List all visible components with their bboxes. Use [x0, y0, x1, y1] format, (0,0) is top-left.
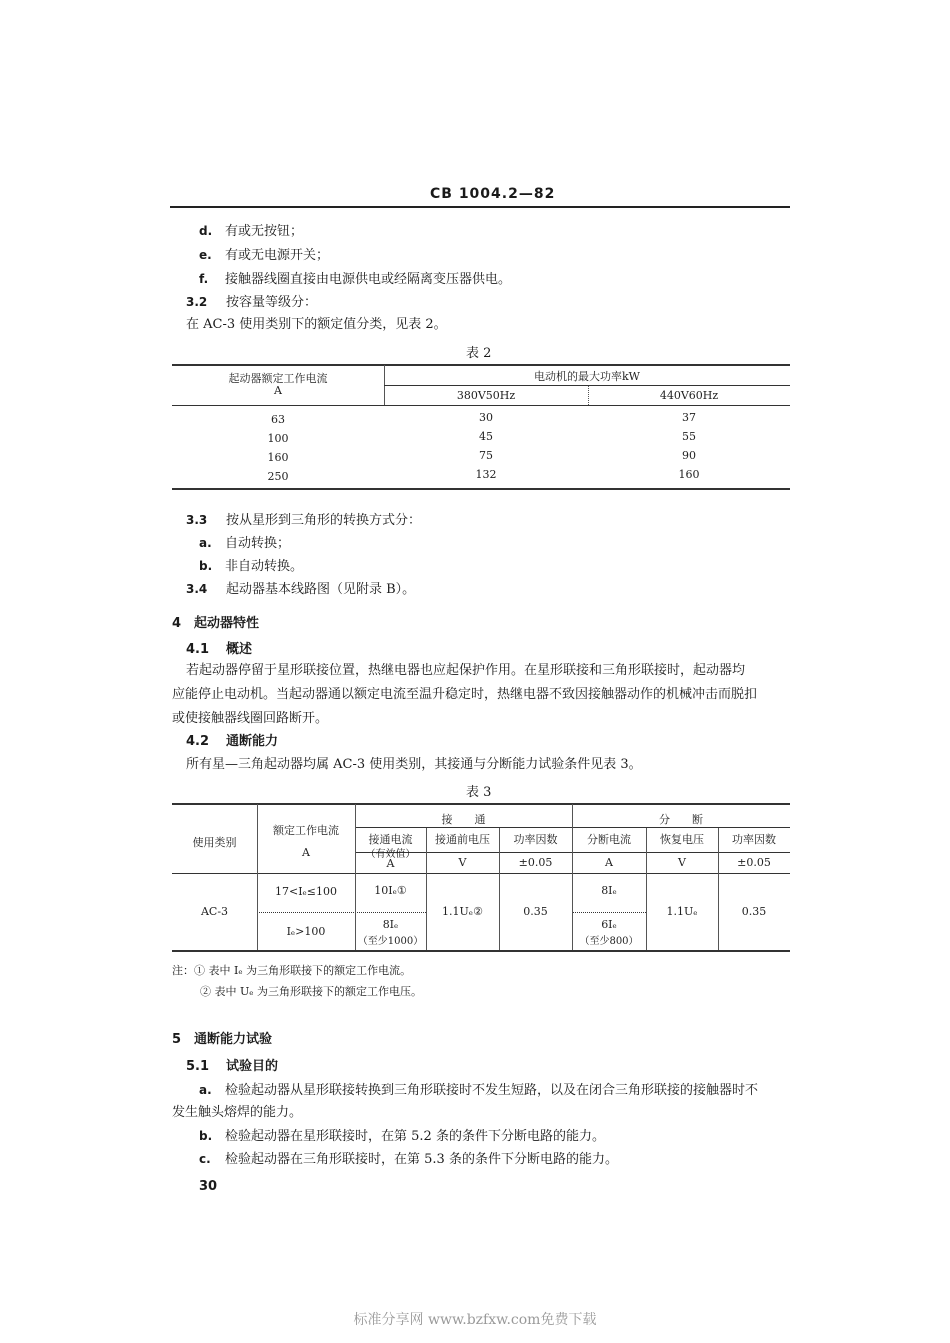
- section-4-1-body: [172, 659, 790, 731]
- table-3-range-2: Iₑ>100: [286, 925, 326, 938]
- item-text: 有或无按钮；: [225, 224, 304, 239]
- section-5-1-item-a-cont: 发生触头熔焊的能力。: [172, 1105, 303, 1120]
- table-2-col1-header: 起动器额定工作电流: [228, 372, 328, 385]
- document-code: CB 1004.2—82: [430, 186, 556, 202]
- table-2-col1-unit: A: [274, 384, 282, 397]
- section-4-1-heading: [186, 641, 252, 659]
- table-3-make-current-unit: A: [386, 857, 395, 870]
- table-3-top-rule: [172, 803, 790, 805]
- section-number: 4: [172, 616, 182, 631]
- paragraph-line: 或使接触器线圈回路断开。: [172, 711, 329, 726]
- section-4-2-heading: [186, 733, 278, 751]
- table-3-make-current-2: 8Iₑ: [382, 918, 399, 931]
- table-cell: 132: [475, 468, 497, 481]
- header-rule: [170, 206, 790, 208]
- table-3-make-header: 接 通: [441, 813, 486, 826]
- section-text: 起动器基本线路图（见附录 B）。: [226, 582, 416, 597]
- section-5-heading: [172, 1031, 272, 1049]
- table-3-break-current-header: 分断电流: [587, 833, 631, 846]
- table-cell: 45: [479, 430, 493, 443]
- table-2-caption: 表 2: [466, 346, 492, 361]
- table-2-sub-header-1: 380V50Hz: [456, 389, 516, 402]
- item-label: b.: [199, 559, 213, 573]
- table-3-break-current-1: 8Iₑ: [601, 884, 617, 897]
- item-label: d.: [199, 224, 213, 238]
- table-3-range-rule: [257, 912, 426, 913]
- table-3-break-current-2: 6Iₑ: [601, 918, 617, 931]
- item-label: c.: [199, 1152, 211, 1166]
- table-3-make-pf: 0.35: [523, 905, 548, 918]
- section-title: 通断能力试验: [194, 1032, 273, 1047]
- item-label: a.: [199, 1083, 212, 1097]
- paragraph-line: 若起动器停留于星形联接位置，热继电器也应起保护作用。在星形联接和三角形联接时，起动器均: [186, 663, 746, 678]
- section-title: 试验目的: [226, 1059, 279, 1074]
- table-3-make-current-subheader: （有效值）: [365, 849, 416, 860]
- table-3-current-unit: A: [302, 846, 310, 859]
- table-3-make-voltage-unit: V: [458, 856, 467, 869]
- table-cell: 250: [267, 470, 289, 483]
- item-text: 检验起动器在三角形联接时，在第 5.3 条的条件下分断电路的能力。: [225, 1152, 618, 1167]
- section-3-2-heading: [186, 293, 317, 312]
- item-text: 检验起动器在星形联接时，在第 5.2 条的条件下分断电路的能力。: [225, 1129, 605, 1144]
- table-3-break-rule: [572, 912, 646, 913]
- list-item-d: [199, 222, 303, 241]
- page-number: 30: [199, 1179, 218, 1194]
- table-3-category: AC-3: [200, 905, 229, 918]
- list-item-e: [199, 246, 329, 265]
- table-3-make-pf-unit: ±0.05: [518, 856, 553, 869]
- section-number: 3.4: [186, 582, 208, 596]
- table-2-group-rule: [384, 385, 790, 386]
- section-4-heading: [172, 615, 259, 633]
- item-label: a.: [199, 536, 212, 550]
- table-cell: 63: [271, 413, 285, 426]
- table-3-break-pf: 0.35: [741, 905, 767, 918]
- item-text: 接触器线圈直接由电源供电或经隔离变压器供电。: [225, 272, 512, 287]
- table-2-top-rule: [172, 364, 790, 366]
- section-number: 5.1: [186, 1059, 210, 1074]
- table-2-sub-header-2: 440V60Hz: [659, 389, 719, 402]
- table-3-break-pf-header: 功率因数: [732, 833, 776, 846]
- table-3-break-current-2-note: （至少800）: [579, 936, 639, 947]
- table-3-note-1: [172, 962, 411, 978]
- section-number: 5: [172, 1032, 182, 1047]
- section-3-2-body: 在 AC-3 使用类别下的额定值分类，见表 2。: [186, 317, 447, 332]
- table-3-bottom-rule: [172, 950, 790, 952]
- table-cell: 90: [682, 449, 696, 462]
- list-item-f: [199, 270, 511, 289]
- section-5-1-item-b: [199, 1127, 605, 1146]
- table-cell: 160: [678, 468, 700, 481]
- section-5-1-heading: [186, 1058, 278, 1076]
- table-3-make-voltage: 1.1Uₑ②: [442, 905, 483, 918]
- section-title: 按容量等级分：: [226, 295, 318, 310]
- table-3-note-2: ② 表中 Uₑ 为三角形联接下的额定工作电压。: [200, 985, 423, 998]
- table-3-header-rule: [172, 873, 790, 874]
- table-cell: 30: [479, 411, 493, 424]
- item-label: f.: [199, 272, 209, 286]
- note-text: ① 表中 Iₑ 为三角形联接下的额定工作电流。: [194, 964, 412, 977]
- table-3-make-current-header: 接通电流: [368, 833, 413, 846]
- section-title: 概述: [226, 642, 253, 657]
- table-3-caption: 表 3: [466, 785, 492, 800]
- section-5-1-item-a: [199, 1081, 758, 1100]
- list-item-b: [199, 557, 303, 576]
- table-2-header-rule: [172, 405, 790, 406]
- item-text: 有或无电源开关；: [225, 248, 330, 263]
- table-2-group-header: 电动机的最大功率kW: [534, 370, 640, 383]
- section-number: 3.2: [186, 295, 208, 309]
- note-label: 注：: [172, 964, 194, 977]
- table-cell: 55: [682, 430, 696, 443]
- item-label: e.: [199, 248, 212, 262]
- table-cell: 100: [267, 432, 289, 445]
- section-3-4: [186, 580, 415, 599]
- table-3-break-voltage: 1.1Uₑ: [666, 905, 698, 918]
- table-3-break-voltage-unit: V: [678, 856, 686, 869]
- paragraph-line: 应能停止电动机。当起动器通以额定电流至温升稳定时，热继电器不致因接触器动作的机械冲击而脱扣: [172, 687, 758, 702]
- item-text: 检验起动器从星形联接转换到三角形联接时不发生短路，以及在闭合三角形联接的接触器时不: [225, 1083, 759, 1098]
- table-3-make-current-2-note: （至少1000）: [357, 936, 424, 947]
- table-3-make-current-1: 10Iₑ①: [374, 884, 407, 897]
- table-3-make-voltage-header: 接通前电压: [435, 833, 490, 846]
- table-3-break-pf-unit: ±0.05: [737, 856, 771, 869]
- section-number: 4.1: [186, 642, 210, 657]
- section-title: 按从星形到三角形的转换方式分：: [226, 513, 422, 528]
- item-text: 自动转换；: [225, 536, 291, 551]
- section-number: 3.3: [186, 513, 208, 527]
- item-label: b.: [199, 1129, 213, 1143]
- table-cell: 37: [682, 411, 696, 424]
- section-number: 4.2: [186, 734, 210, 749]
- item-text: 非自动转换。: [225, 559, 304, 574]
- table-3-break-voltage-header: 恢复电压: [660, 833, 704, 846]
- table-3-break-header: 分 断: [659, 813, 703, 826]
- table-cell: 75: [479, 449, 493, 462]
- table-cell: 160: [267, 451, 289, 464]
- section-title: 通断能力: [226, 734, 279, 749]
- section-4-2-body: 所有星—三角起动器均属 AC-3 使用类别，其接通与分断能力试验条件见表 3。: [186, 757, 642, 772]
- table-3-make-pf-header: 功率因数: [513, 833, 558, 846]
- table-3-range-1: 17<Iₑ≤100: [274, 885, 338, 898]
- section-3-3-heading: [186, 511, 421, 530]
- list-item-a: [199, 534, 290, 553]
- table-2-bottom-rule: [172, 488, 790, 490]
- section-title: 起动器特性: [194, 616, 260, 631]
- table-3-break-current-unit: A: [605, 856, 613, 869]
- table-3-current-header: 额定工作电流: [273, 824, 339, 837]
- table-3-category-header: 使用类别: [192, 836, 237, 849]
- watermark-footer: 标准分享网 www.bzfxw.com免费下载: [353, 1312, 597, 1328]
- section-5-1-item-c: [199, 1150, 618, 1169]
